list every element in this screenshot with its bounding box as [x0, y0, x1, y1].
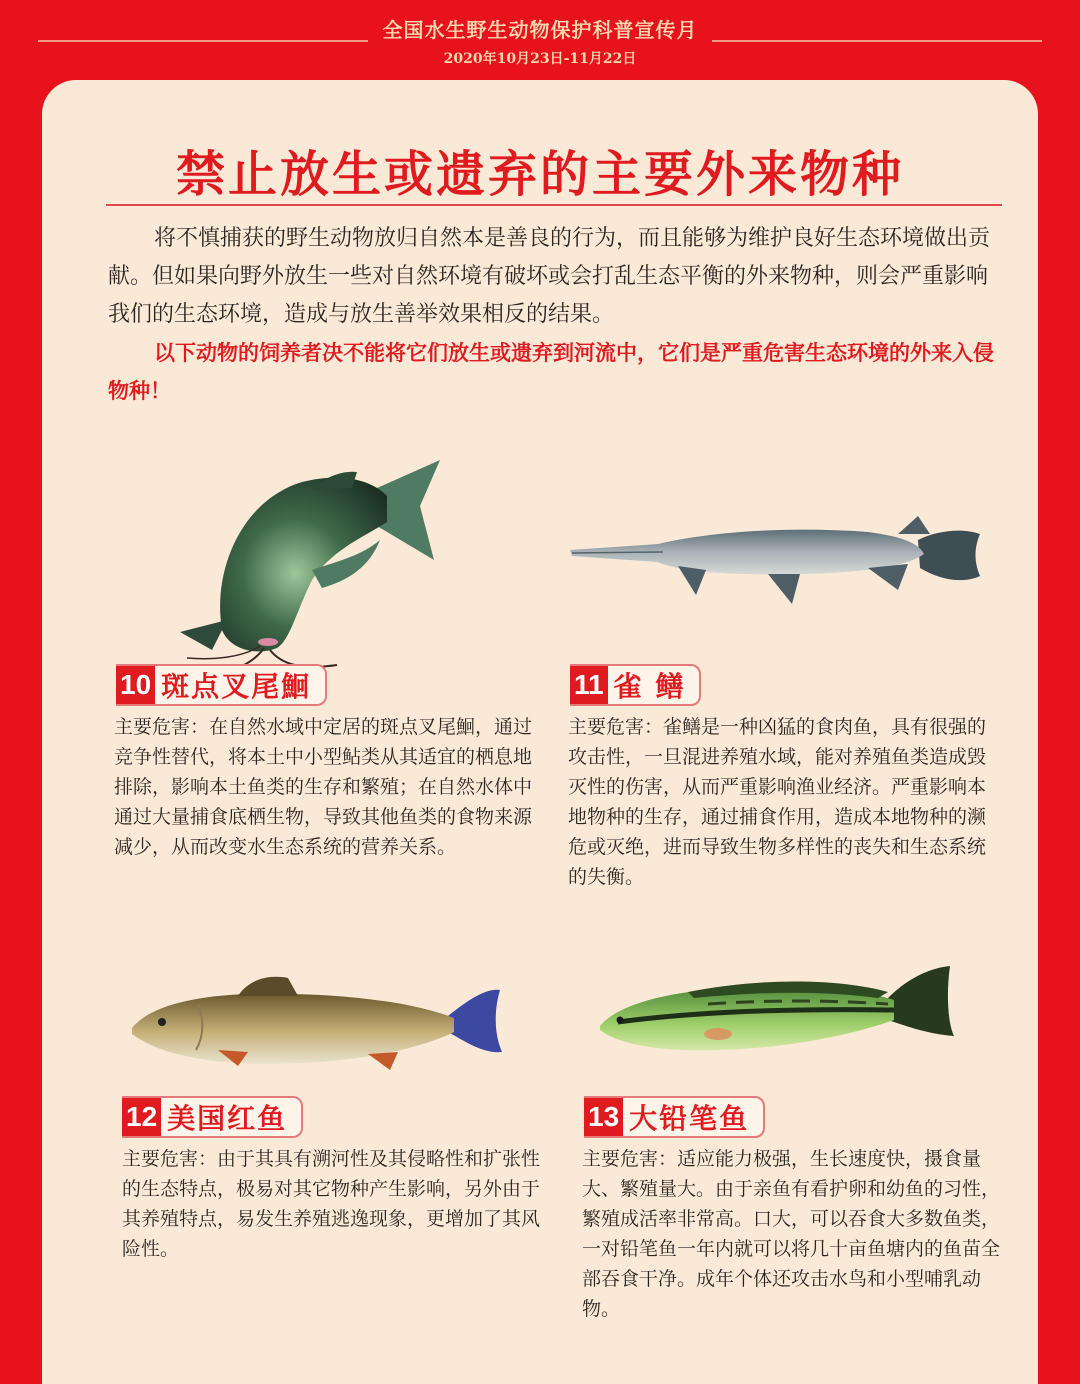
- species-description-13: 主要危害：适应能力极强，生长速度快，摄食量大、繁殖量大。由于亲鱼有看护卵和幼鱼的习性，繁殖成活率非常高。口大，可以吞食大多数鱼类，一对铅笔鱼一年内就可以将几十亩鱼塘内的鱼苗全部吞食干净。成年个体还攻击水鸟和小型哺乳动物。: [582, 1148, 1001, 1320]
- warning-paragraph: 以下动物的饲养者决不能将它们放生或遗弃到河流中，它们是严重危害生态环境的外来入侵物种！: [108, 341, 994, 403]
- species-name: 大铅笔鱼: [629, 1102, 750, 1135]
- species-description-10: 主要危害：在自然水域中定居的斑点叉尾鮰，通过竞争性替代，将本土中小型鲇类从其适宜的栖息地排除，影响本土鱼类的生存和繁殖；在自然水体中通过大量捕食底栖生物，导致其他鱼类的食物来源减少，从而改变水生态系统的营养关系。: [114, 716, 533, 858]
- species-description-12: 主要危害：由于其具有溯河性及其侵略性和扩张性的生态特点，极易对其它物种产生影响，另外由于其养殖特点，易发生养殖逃逸现象，更增加了其风险性。: [122, 1148, 541, 1260]
- species-name: 雀 鳝: [613, 670, 686, 703]
- species-name: 斑点叉尾鮰: [161, 670, 312, 703]
- top-banner: [0, 0, 1080, 78]
- species-number: 11: [570, 666, 608, 704]
- species-number: 12: [122, 1098, 161, 1136]
- species-label-12: [122, 1096, 303, 1138]
- poster-card: [42, 80, 1038, 1384]
- poster-title: 禁止放生或遗弃的主要外来物种: [175, 146, 904, 203]
- species-name: 美国红鱼: [167, 1102, 288, 1135]
- species-number: 13: [584, 1098, 623, 1136]
- species-label-10: [116, 664, 327, 706]
- gar-image: [568, 500, 988, 610]
- species-number: 10: [116, 666, 155, 704]
- intro-paragraph: 将不慎捕获的野生动物放归自然本是善良的行为，而且能够为维护良好生态环境做出贡献。但如果向野外放生一些对自然环境有破坏或会打乱生态平衡的外来物种，则会严重影响我们的生态环境，造成与放生善举效果相反的结果。: [108, 226, 991, 327]
- red-drum-image: [128, 970, 508, 1080]
- species-label-11: [570, 664, 701, 706]
- snakehead-image: [598, 964, 958, 1074]
- banner-title: 全国水生野生动物保护科普宣传月: [382, 18, 698, 42]
- catfish-image: [172, 460, 452, 680]
- species-label-13: [584, 1096, 765, 1138]
- species-description-11: 主要危害：雀鳝是一种凶猛的食肉鱼，具有很强的攻击性，一旦混进养殖水域，能对养殖鱼类造成毁灭性的伤害，从而严重影响渔业经济。严重影响本地物种的生存，通过捕食作用，造成本地物种的濒危或灭绝，进而导致生物多样性的丧失和生态系统的失衡。: [568, 716, 987, 888]
- title-divider: [106, 204, 1002, 206]
- banner-date: 2020年10月23日-11月22日: [443, 51, 637, 67]
